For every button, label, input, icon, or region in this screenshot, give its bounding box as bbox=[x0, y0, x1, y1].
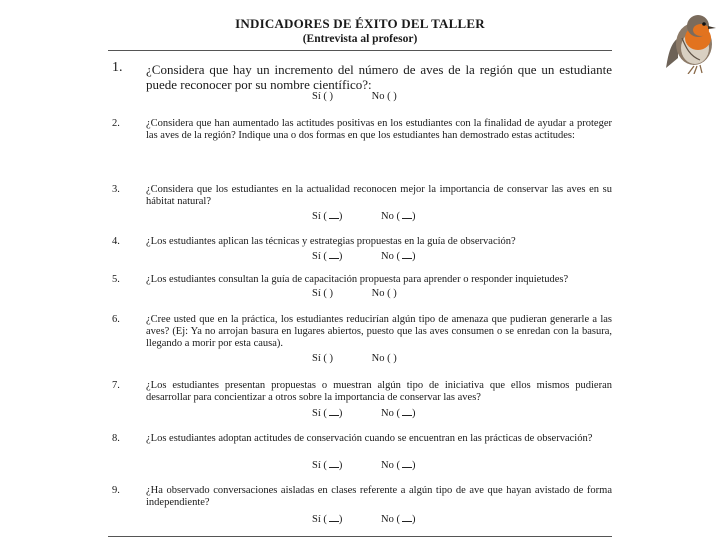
yes-option[interactable]: Sí ( ) bbox=[312, 408, 343, 419]
answer-options bbox=[312, 91, 397, 102]
question-text: ¿Los estudiantes consultan la guía de capacitación propuesta para aprender o responder inquietudes? bbox=[146, 274, 569, 285]
no-option[interactable]: No ( ) bbox=[381, 460, 416, 471]
page-title: INDICADORES DE ÉXITO DEL TALLER bbox=[235, 16, 485, 31]
question-text: ¿Considera que hay un incremento del número de aves de la región que un estudiante puede reconocer por su nombre científico?: bbox=[146, 62, 612, 92]
question-text: ¿Ha observado conversaciones aisladas en clases referente a algún tipo de ave que hayan avistado de forma independiente? bbox=[146, 485, 612, 508]
yes-option[interactable]: Sí ( ) bbox=[312, 460, 343, 471]
yes-option[interactable]: Sí ( ) bbox=[312, 251, 343, 262]
page-subtitle: (Entrevista al profesor) bbox=[302, 33, 418, 45]
question-number: 1. bbox=[112, 60, 123, 75]
no-option[interactable]: No ( ) bbox=[381, 211, 416, 222]
question-text: ¿Los estudiantes aplican las técnicas y estrategias propuestas en la guía de observación? bbox=[146, 236, 516, 247]
no-option[interactable]: No ( ) bbox=[381, 514, 416, 525]
yes-option[interactable]: Sí ( ) bbox=[312, 288, 334, 299]
question-text: ¿Los estudiantes adoptan actitudes de conservación cuando se encuentran en las prácticas de observación? bbox=[146, 433, 593, 444]
question-number: 6. bbox=[112, 314, 120, 325]
yes-option[interactable]: Sí ( ) bbox=[312, 353, 334, 364]
footer-divider bbox=[108, 536, 612, 537]
question-number: 7. bbox=[112, 380, 120, 391]
question-text: ¿Considera que los estudiantes en la actualidad reconocen mejor la importancia de conservar las aves en su hábitat natural? bbox=[146, 184, 612, 207]
answer-options bbox=[312, 458, 415, 471]
question-number: 4. bbox=[112, 236, 120, 247]
question-number: 2. bbox=[112, 118, 120, 129]
no-option[interactable]: No ( ) bbox=[371, 91, 397, 102]
question-number: 9. bbox=[112, 485, 120, 496]
answer-options bbox=[312, 288, 397, 299]
question-text: ¿Considera que han aumentado las actitudes positivas en los estudiantes con la finalidad de ayudar a proteger las aves de la región? Indique una o dos formas en que los estudiantes han demostrado estas actitudes: bbox=[146, 118, 612, 141]
no-option[interactable]: No ( ) bbox=[371, 288, 397, 299]
yes-option[interactable]: Sí ( ) bbox=[312, 91, 334, 102]
question-number: 3. bbox=[112, 184, 120, 195]
yes-option[interactable]: Sí ( ) bbox=[312, 211, 343, 222]
question-text: ¿Los estudiantes presentan propuestas o muestran algún tipo de iniciativa que ellos mismos pudieran desarrollar para concientizar a otros sobre la importancia de conservar las aves? bbox=[146, 380, 612, 403]
no-option[interactable]: No ( ) bbox=[381, 408, 416, 419]
question-number: 8. bbox=[112, 433, 120, 444]
answer-options bbox=[312, 209, 415, 222]
answer-options bbox=[312, 353, 397, 364]
yes-option[interactable]: Sí ( ) bbox=[312, 514, 343, 525]
question-number: 5. bbox=[112, 274, 120, 285]
answer-options bbox=[312, 512, 415, 525]
question-text: ¿Cree usted que en la práctica, los estudiantes reducirían algún tipo de amenaza que pudieran generarle a las aves? (Ej: Ya no arrojan basura en lugares abiertos, puesto que las aves consumen o se enredan con la basura, llegando a morir por esta causa). bbox=[146, 314, 612, 349]
robin-bird-icon bbox=[664, 8, 720, 74]
header-divider bbox=[108, 50, 612, 51]
answer-options bbox=[312, 406, 415, 419]
answer-options bbox=[312, 249, 415, 262]
no-option[interactable]: No ( ) bbox=[371, 353, 397, 364]
no-option[interactable]: No ( ) bbox=[381, 251, 416, 262]
